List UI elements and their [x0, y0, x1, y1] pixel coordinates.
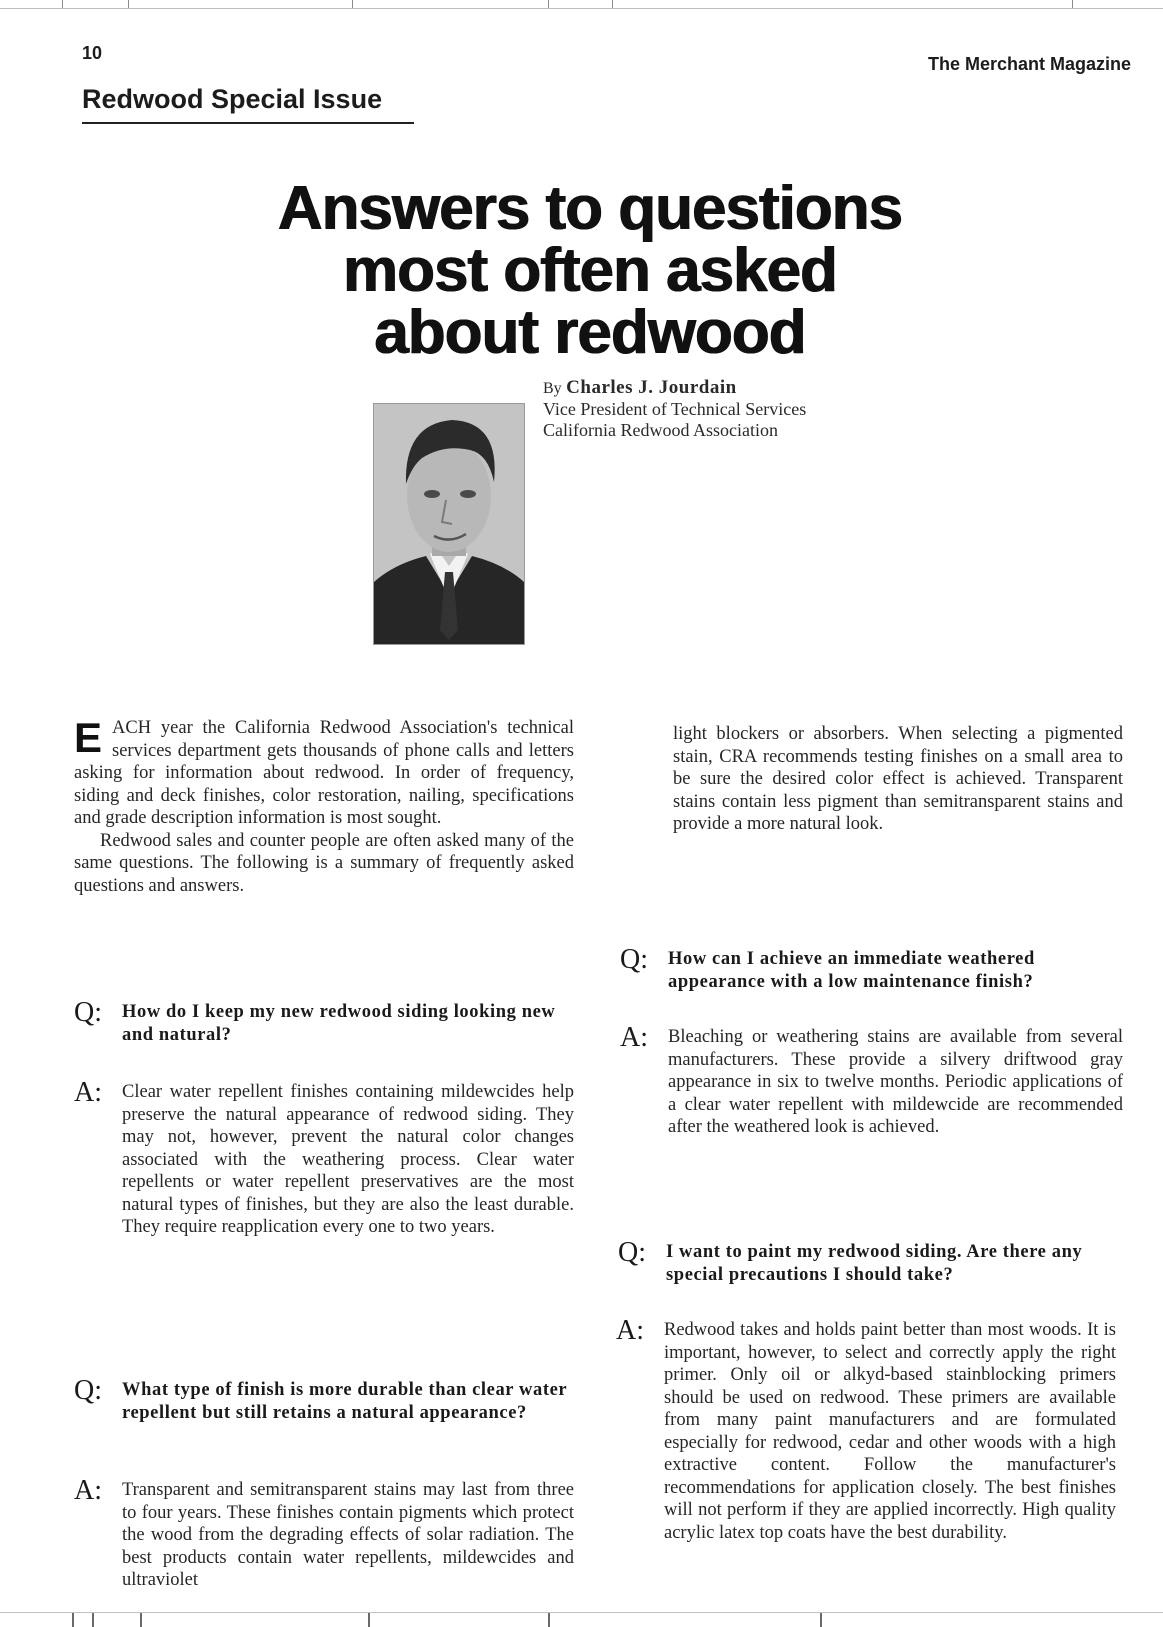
byline-author-line: [543, 377, 806, 399]
bottom-registration-marks: [0, 1612, 1163, 1627]
qa-siding-natural: [74, 997, 574, 1046]
answer-text: Transparent and semitransparent stains may last from three to four years. These finishes contain pigments which protect the wood from the degrading effects of solar radiation. The best products contain water repellents, mildewcides and ultraviolet: [122, 1480, 574, 1590]
author-name: Charles J. Jourdain: [566, 377, 737, 398]
question-text: What type of finish is more durable than clear water repellent but still retains a natural appearance?: [122, 1380, 567, 1423]
answer-text: Bleaching or weathering stains are available from several manufacturers. These provide a silvery driftwood gray appearance in six to twelve months. Periodic applications of a clear water repellent with mildewcide are recommended after the weathered look is achieved.: [668, 1027, 1123, 1137]
author-organization: California Redwood Association: [543, 420, 778, 440]
headline-line-3: about redwood: [374, 298, 806, 367]
author-photo: [373, 403, 525, 645]
author-title: Vice President of Technical Services: [543, 399, 807, 419]
headline-line-1: Answers to questions: [277, 174, 903, 243]
headline: [160, 174, 1020, 367]
byline: [543, 377, 806, 441]
answer-label: A:: [74, 1475, 102, 1506]
magazine-name: The Merchant Magazine: [927, 54, 1131, 74]
answer-continuation: light blockers or absorbers. When selecting a pigmented stain, CRA recommends testing finishes on a small area to be sure the desired color effect is achieved. Transparent stains contain less pigment than semitransparent stains and provide a more natural look.: [673, 724, 1123, 834]
question-label: Q:: [74, 1375, 102, 1406]
question-label: Q:: [620, 944, 648, 975]
answer-label: A:: [620, 1022, 648, 1053]
answer-paint-siding: [616, 1315, 1116, 1544]
question-text: How do I keep my new redwood siding looking new and natural?: [122, 1002, 556, 1045]
intro-paragraph-1-text: ACH year the California Redwood Association's technical services department gets thousands of phone calls and letters asking for information about redwood. In order of frequency, siding and deck finishes, color restoration, nailing, specifications and grade description information is most sought.: [74, 718, 574, 828]
answer-durable-finish: [74, 1475, 574, 1592]
byline-by: By: [543, 380, 562, 397]
intro-paragraph-2: Redwood sales and counter people are often asked many of the same questions. The following is a summary of frequently asked questions and answers.: [74, 830, 574, 896]
page-number: 10: [82, 43, 103, 63]
qa-durable-finish: [74, 1375, 574, 1424]
answer-weathered-appearance: [620, 1022, 1123, 1139]
author-portrait-illustration: [374, 404, 524, 644]
qa-paint-siding: [618, 1237, 1123, 1286]
top-registration-marks: [0, 0, 1163, 9]
headline-line-2: most often asked: [343, 236, 837, 305]
question-text: How can I achieve an immediate weathered appearance with a low maintenance finish?: [668, 949, 1035, 992]
question-label: Q:: [74, 997, 102, 1028]
answer-text: Redwood takes and holds paint better than most woods. It is important, however, to select and correctly apply the right primer. Only oil or alkyd-based stainblocking primers should be used on redwood. These primers are available from many paint manufacturers and are formulated especially for redwood, cedar and other woods with a high extractive content. Follow the manufacturer's recommendations for application closely. The best finishes will not perform if they are applied incorrectly. High quality acrylic latex top coats have the best durability.: [664, 1320, 1116, 1543]
intro: [74, 714, 574, 897]
drop-cap: E: [74, 714, 103, 761]
question-label: Q:: [618, 1237, 646, 1268]
answer-text: Clear water repellent finishes containing mildewcides help preserve the natural appearance of redwood siding. They may not, however, prevent the natural color changes associated with the weathering process. Clear water repellents or water repellent preservatives are the most natural types of finishes, but they are also the least durable. They require reapplication every one to two years.: [122, 1082, 574, 1237]
answer-siding-natural: [74, 1077, 574, 1239]
intro-paragraph-1: [74, 714, 574, 830]
answer-label: A:: [74, 1077, 102, 1108]
section-title: Redwood Special Issue: [82, 84, 414, 124]
answer-label: A:: [616, 1315, 644, 1346]
question-text: I want to paint my redwood siding. Are there any special precautions I should take?: [666, 1242, 1083, 1285]
qa-weathered-appearance: [620, 944, 1123, 993]
